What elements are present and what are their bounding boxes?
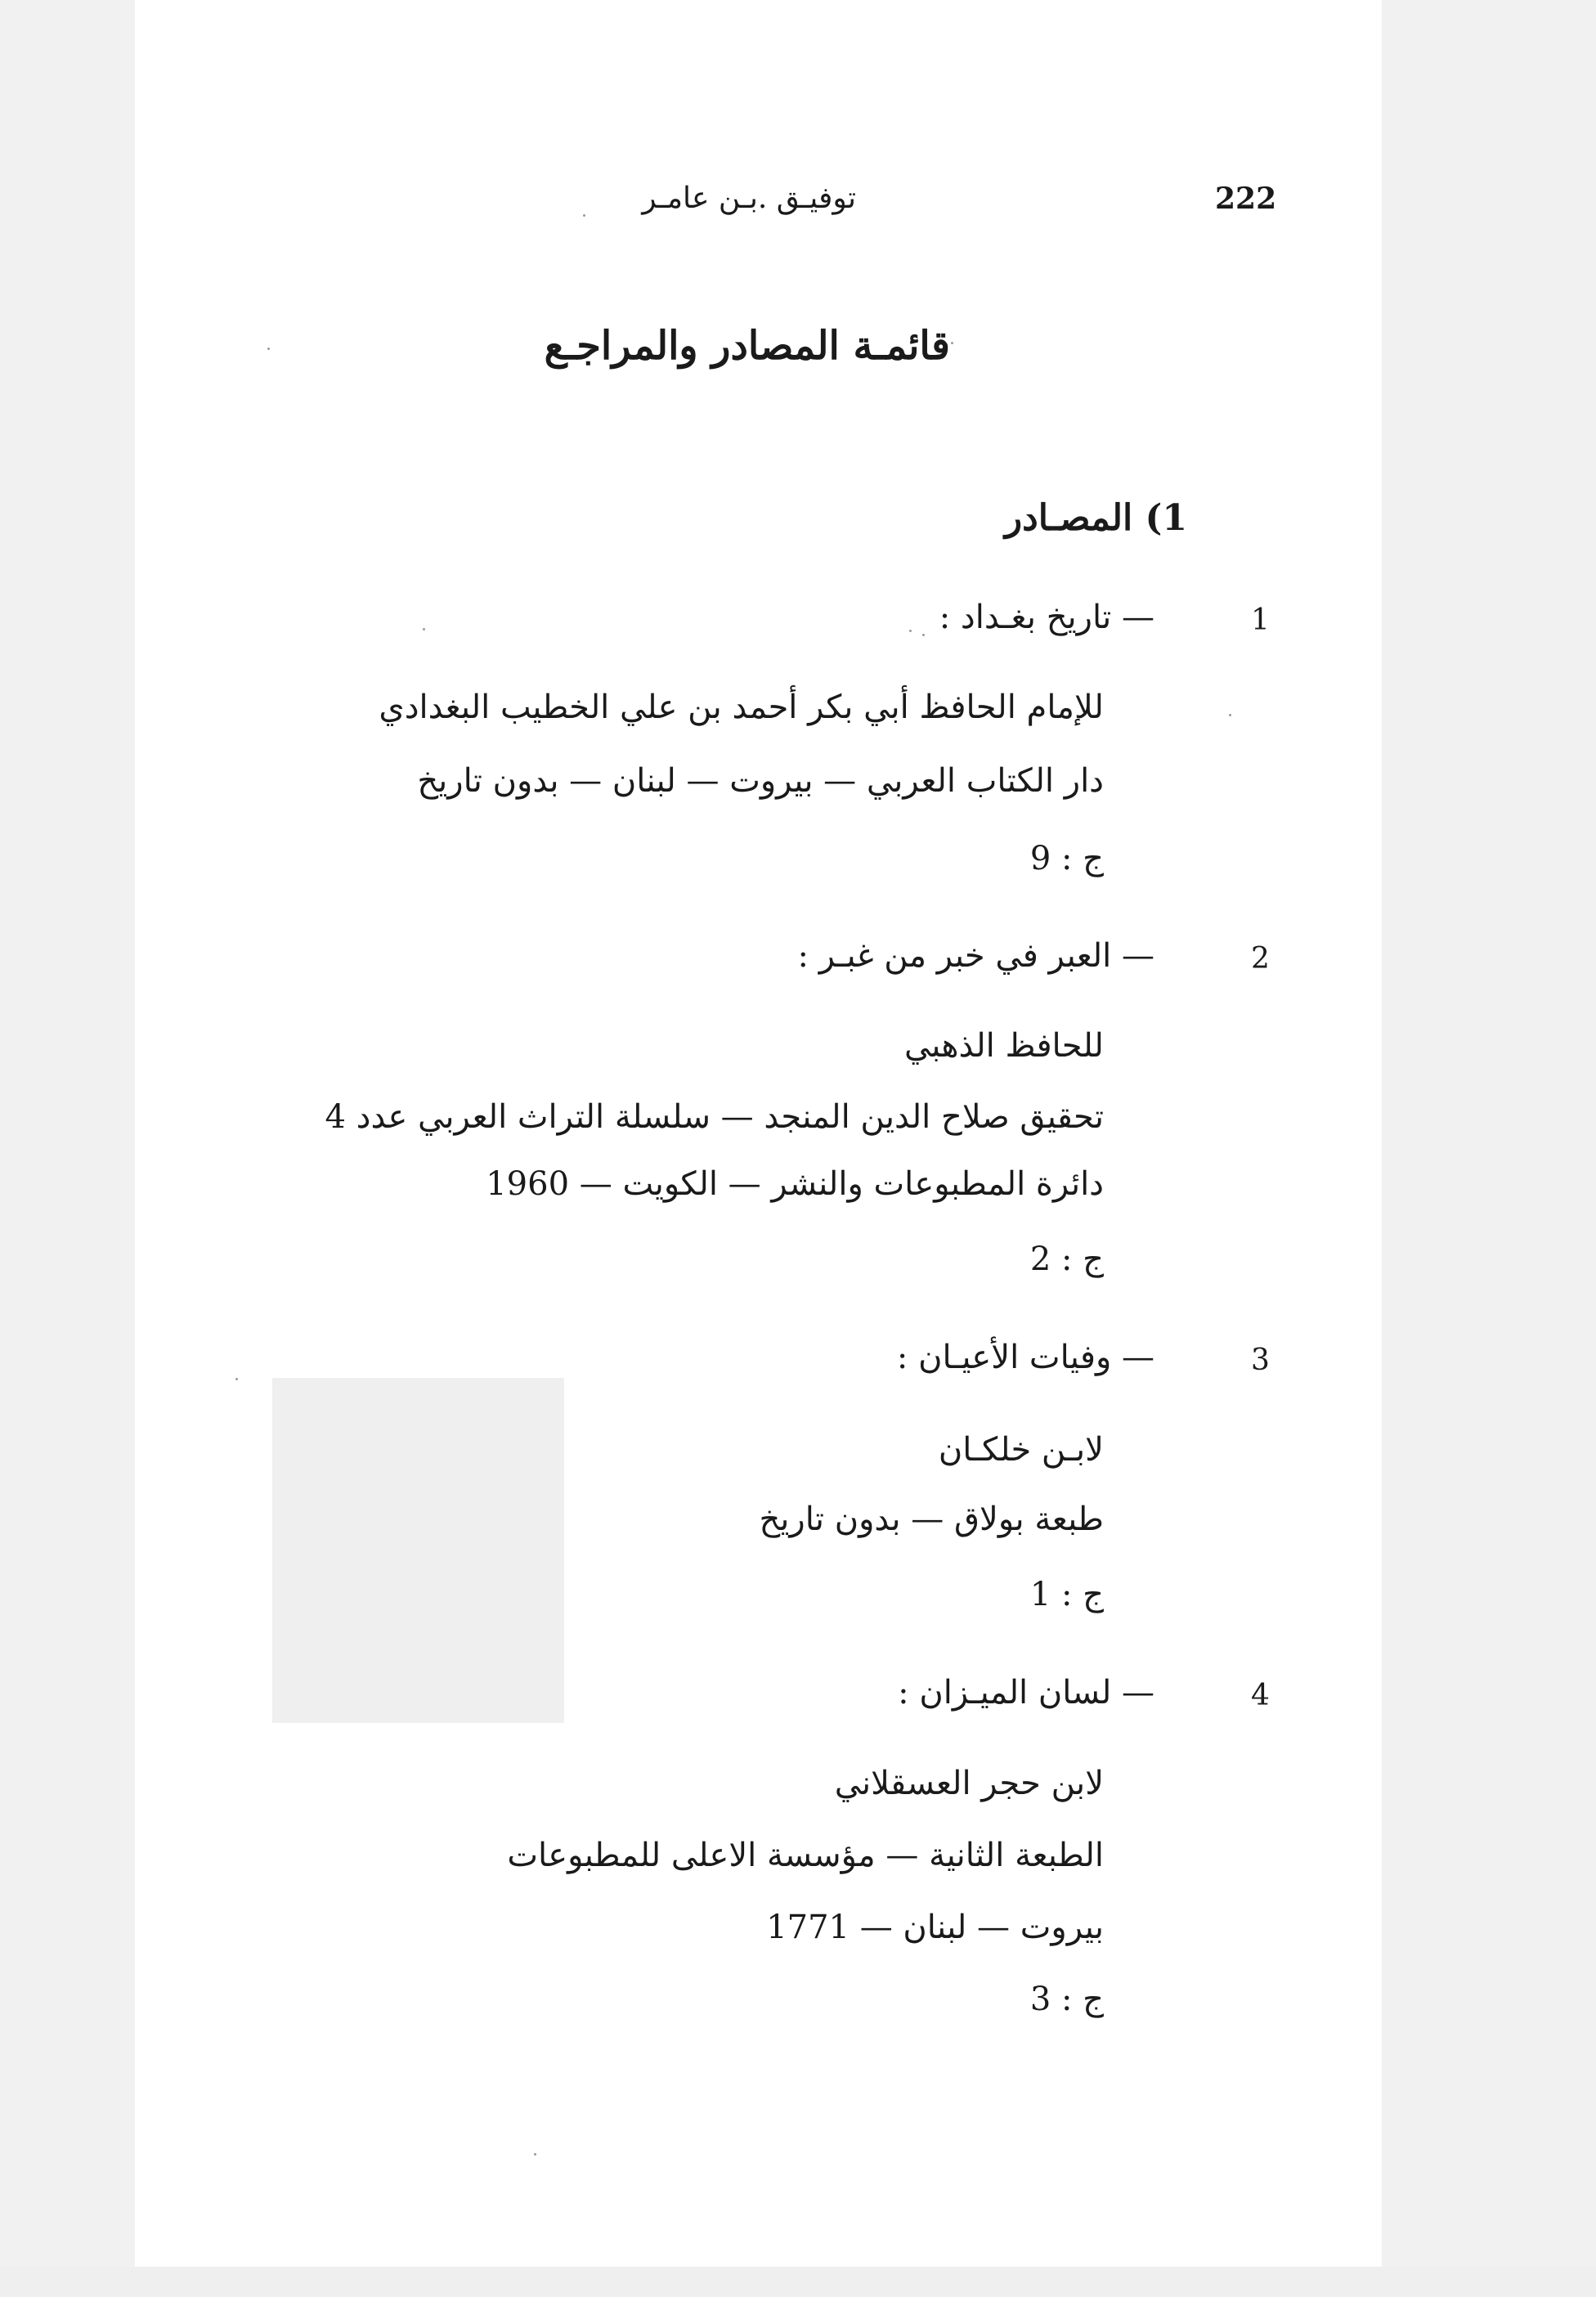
entry-volume: ج : 2 bbox=[1029, 1240, 1104, 1278]
entry-number: 4 bbox=[1251, 1679, 1270, 1712]
entry-publisher: الطبعة الثانية — مؤسسة الاعلى للمطبوعات bbox=[507, 1837, 1104, 1874]
scan-speck bbox=[909, 630, 912, 632]
entry-title: — العبر في خبر من غبـر : bbox=[797, 937, 1154, 975]
entry-place: بيروت — لبنان — 1771 bbox=[766, 1909, 1104, 1946]
scan-speck bbox=[423, 628, 425, 630]
entry-author: للحافظ الذهبي bbox=[903, 1027, 1104, 1065]
scan-speck bbox=[583, 214, 585, 217]
entry-number: 2 bbox=[1251, 942, 1270, 976]
scan-speck bbox=[534, 2153, 536, 2156]
entry-publisher: دائرة المطبوعات والنشر — الكويت — 1960 bbox=[486, 1165, 1104, 1203]
scan-speck bbox=[235, 1378, 238, 1380]
entry-author: لابن حجر العسقلاني bbox=[834, 1765, 1104, 1802]
entry-editor: تحقيق صلاح الدين المنجد — سلسلة التراث العربي عدد 4 bbox=[325, 1098, 1104, 1136]
entry-number: 3 bbox=[1251, 1344, 1270, 1377]
scan-margin-left bbox=[0, 0, 135, 2297]
scan-speck bbox=[1229, 714, 1231, 716]
entry-title: — تاريخ بغـداد : bbox=[939, 599, 1154, 636]
scan-speck bbox=[922, 634, 925, 636]
scan-speck bbox=[267, 348, 270, 350]
entry-author: لابـن خلكـان bbox=[938, 1431, 1104, 1469]
entry-number: 1 bbox=[1251, 603, 1270, 637]
section-heading: 1) المصـادر bbox=[1004, 497, 1187, 539]
entry-title: — وفيات الأعيـان : bbox=[896, 1339, 1154, 1376]
scan-margin-bottom bbox=[0, 2267, 1596, 2297]
entry-publisher: طبعة بولاق — بدون تاريخ bbox=[759, 1501, 1104, 1538]
entry-title: — لسان الميـزان : bbox=[898, 1674, 1154, 1712]
entry-volume: ج : 3 bbox=[1029, 1981, 1104, 2018]
entry-author: للإمام الحافظ أبي بكر أحمد بن علي الخطيب البغدادي bbox=[379, 689, 1104, 726]
running-head: توفيـق .بـن عامـر bbox=[642, 182, 856, 215]
document-title: قائمـة المصادر والمراجـع bbox=[544, 323, 950, 369]
entry-volume: ج : 1 bbox=[1029, 1576, 1104, 1613]
scan-margin-right bbox=[1382, 0, 1596, 2297]
redaction-box bbox=[272, 1378, 564, 1723]
page-number: 222 bbox=[1215, 182, 1277, 216]
entry-publisher: دار الكتاب العربي — بيروت — لبنان — بدون تاريخ bbox=[417, 762, 1104, 800]
entry-volume: ج : 9 bbox=[1029, 840, 1104, 877]
scan-speck bbox=[951, 342, 953, 344]
